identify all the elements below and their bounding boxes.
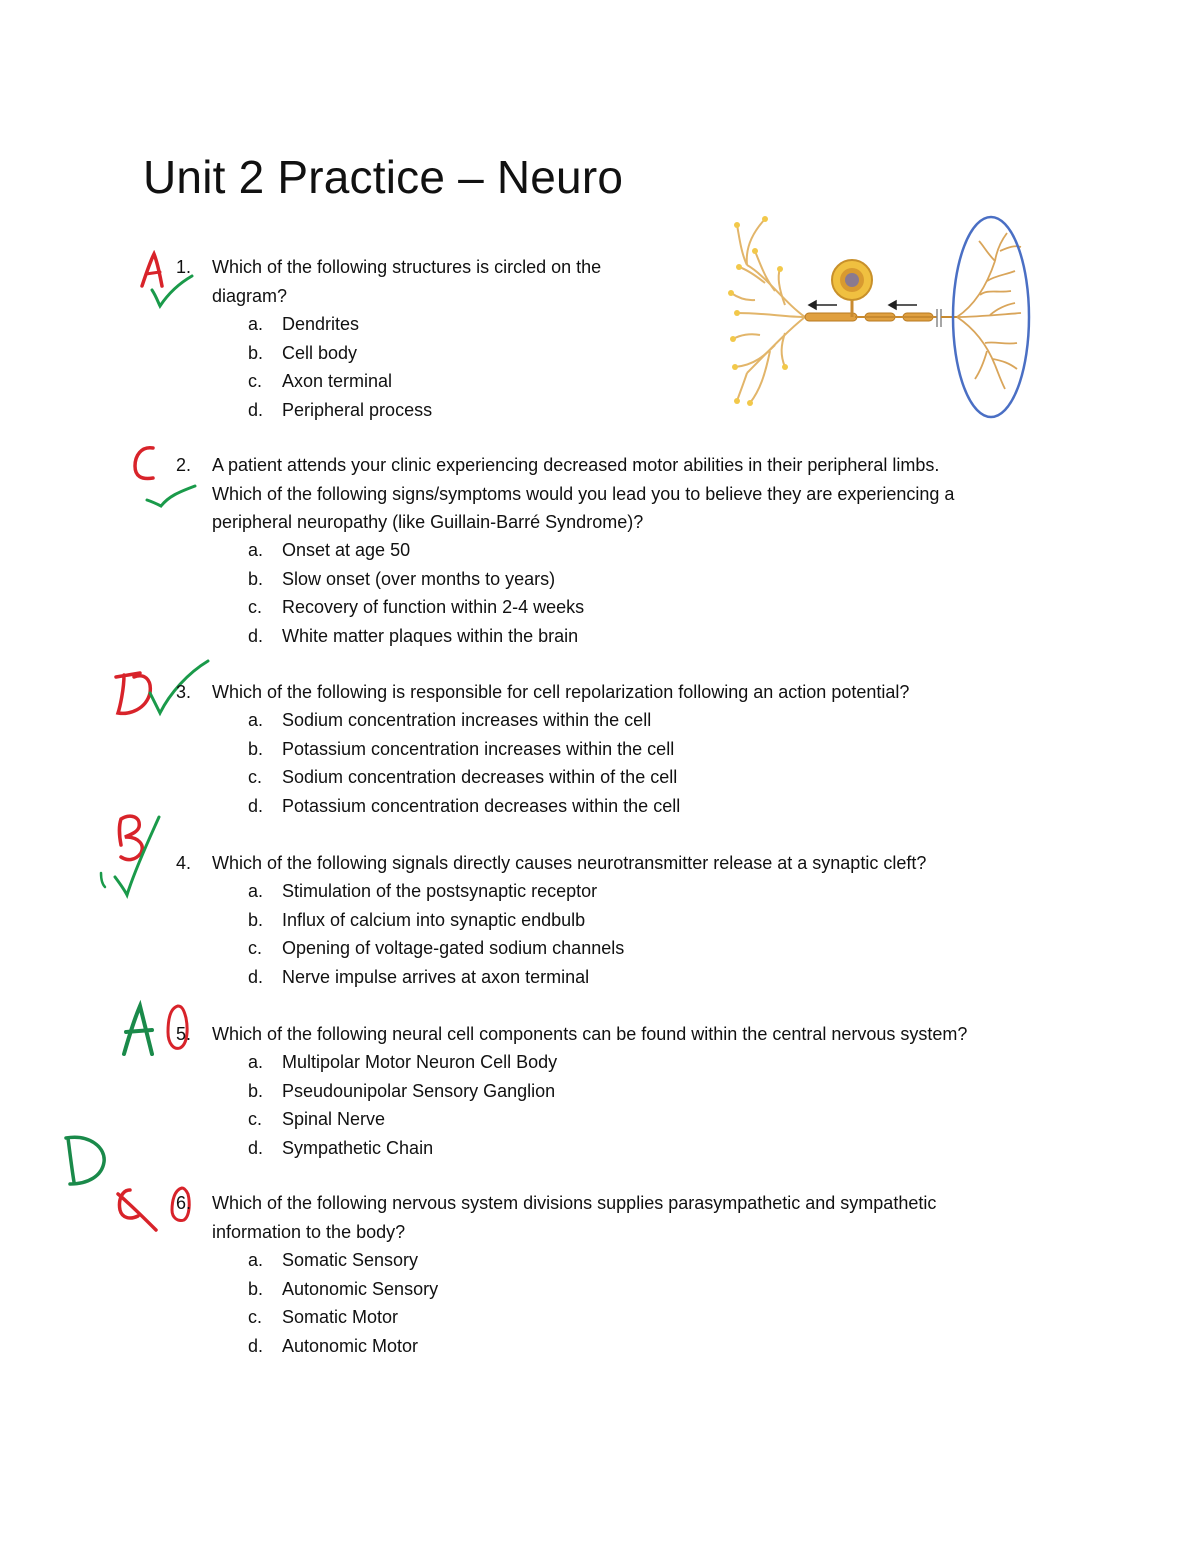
handwritten-answer-6 <box>60 1130 195 1240</box>
question-number: 6. <box>176 1193 192 1213</box>
neuron-dendrites-left <box>731 219 805 403</box>
page-title: Unit 2 Practice – Neuro <box>143 151 624 203</box>
question-stem: Which of the following neural cell components can be found within the central nervous system? <box>212 1024 968 1044</box>
question-number: 1. <box>176 257 192 277</box>
question-number: 3. <box>176 682 192 702</box>
question-number: 2. <box>176 455 192 475</box>
question-stem: Which of the following nervous system divisions supplies parasympathetic and sympathetic information to the body? <box>212 1193 937 1242</box>
neuron-diagram <box>725 205 1040 420</box>
question-stem: Which of the following structures is circled on the diagram? <box>212 257 602 306</box>
question-stem: A patient attends your clinic experiencing decreased motor abilities in their peripheral limbs. Which of the following signs/symptoms would you lead you to believe they are experiencing a peripheral neuropathy (like Guillain-Barré Syndrome)? <box>212 455 955 532</box>
question-stem: Which of the following signals directly causes neurotransmitter release at a synaptic cleft? <box>212 853 927 873</box>
question-stem: Which of the following is responsible for cell repolarization following an action potential? <box>212 682 910 702</box>
question-number: 4. <box>176 853 192 873</box>
question-number: 5. <box>176 1024 192 1044</box>
